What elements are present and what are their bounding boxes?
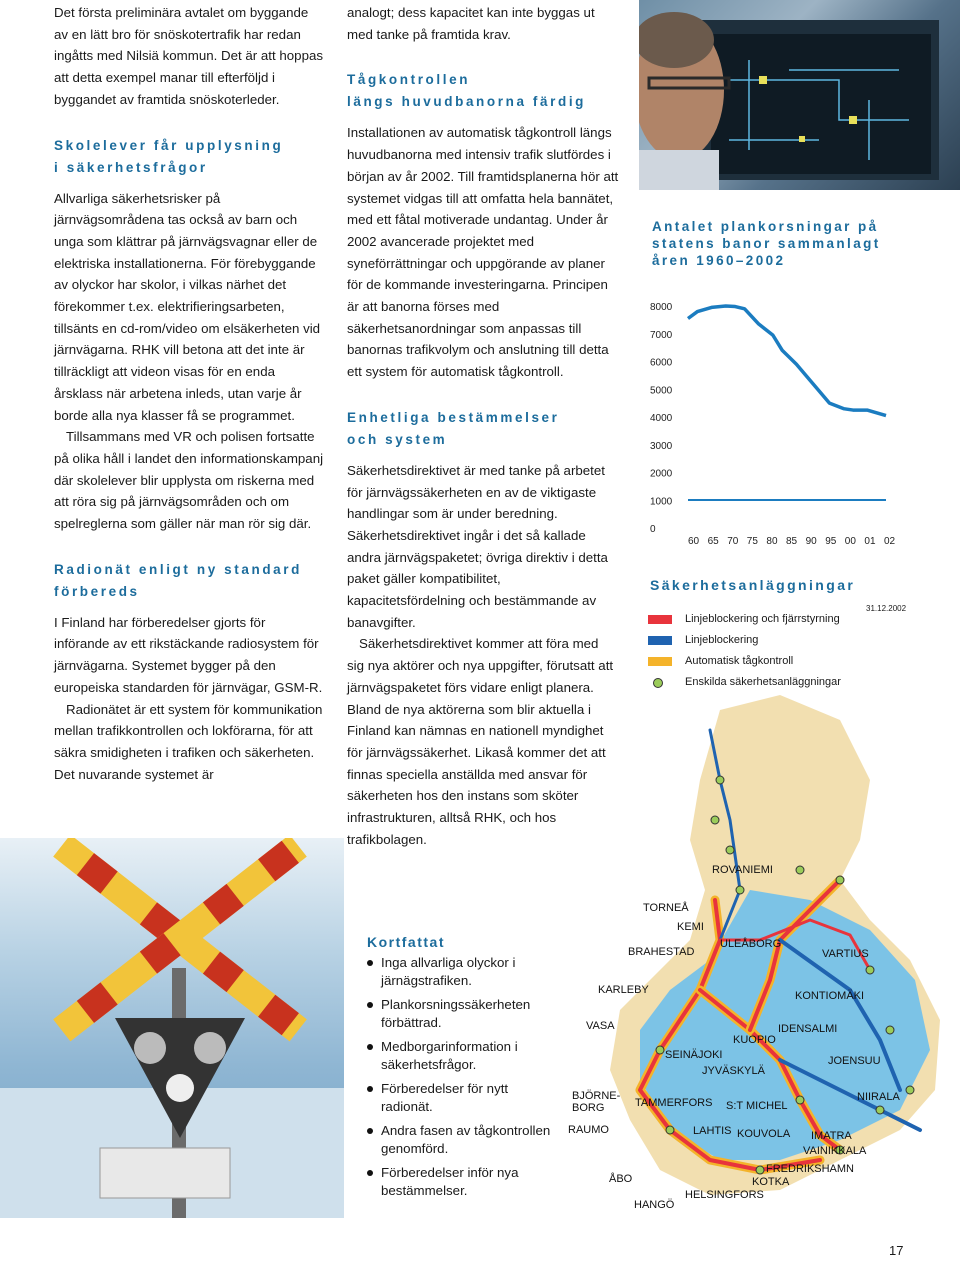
legend-swatch-blue (648, 636, 672, 645)
city-lahtis: LAHTIS (693, 1125, 732, 1137)
city-kotka: KOTKA (752, 1176, 790, 1188)
y-tick-label: 7000 (650, 329, 673, 341)
city-kuopio: KUOPIO (733, 1034, 776, 1046)
paragraph: Tillsammans med VR och polisen fortsatte på olika håll i landet den informationskampanj där skolelever blir upplysta om riskerna med att röra sig på järnvägsområden och om spelreglerna som gäller när man rör sig där. (54, 429, 324, 532)
heading-line: Enhetliga bestämmelser (347, 409, 560, 425)
level-crossings-line-chart (640, 290, 940, 560)
city-rovaniemi: ROVANIEMI (712, 864, 773, 876)
map-graphic (540, 690, 960, 1220)
x-tick-label: 95 (825, 536, 837, 547)
legend-label: Enskilda säkerhetsanläggningar (685, 676, 841, 688)
city-niirala: NIIRALA (857, 1091, 900, 1103)
section-heading-train-control (347, 69, 619, 113)
y-tick-label: 1000 (650, 496, 673, 508)
city-hango: HANGÖ (634, 1199, 675, 1211)
city-bjorneborg: BJÖRNE- (572, 1090, 621, 1102)
x-tick-label: 00 (844, 536, 856, 547)
paragraph: Allvarliga säkerhetsrisker på järnvägsområdena tas också av barn och unga som klättrar på järnvägsvagnar eller de elektriska installationerna. För förebyggande av olyckor har skolor, i vilkas närhet det förekommer t.ex. elektrifieringsarbeten, tillsänts en cd-rom/video om elsäkerheten vid järnvägarna. RHK vill betona att det inte är tillräckligt att videon visas för en enda årsklass när arbetena inleds, utan varje år borde alla nya klasser få se programmet. (54, 190, 321, 423)
x-tick-label: 75 (746, 536, 758, 547)
city-bjorneborg-line2: BORG (572, 1102, 605, 1114)
photo-illustration (0, 838, 344, 1218)
summary-box (352, 924, 562, 1224)
city-abo: ÅBO (609, 1173, 633, 1185)
city-kontiomaki: KONTIOMÄKI (795, 990, 865, 1002)
heading-line: förbereds (54, 583, 140, 599)
heading-line: Skolelever får upplysning (54, 137, 284, 153)
legend-date: 31.12.2002 (866, 604, 907, 613)
legend-swatch-dot (653, 678, 663, 688)
heading-line: i säkerhetsfrågor (54, 159, 208, 175)
summary-item: Andra fasen av tågkontrollen genomförd. (381, 1122, 562, 1158)
city-helsingfors: HELSINGFORS (685, 1189, 764, 1201)
legend-label: Automatisk tågkontroll (685, 655, 794, 667)
y-tick-label: 5000 (650, 385, 673, 397)
y-tick-label: 3000 (650, 440, 673, 452)
city-fredrikshamn: FREDRIKSHAMN (766, 1163, 855, 1175)
paragraph: Installationen av automatisk tågkontroll längs huvudbanorna med intensiv trafik slutfördes i början av år 2002. Till framtidsplanerna hör att systemet vidgas till att omfatta hela bannätet, med ett fåtal motiverade undantag. Under år 2002 avancerade projektet med syneförrättningar och uppgörande av planer för de kommande investeringarna. Principen är att banorna förses med säkerhetsanordningar som anpassas till banornas trafikvolym och anslutning till detta ett system för automatisk tågkontroll. (347, 125, 619, 380)
x-tick-label: 90 (805, 536, 817, 547)
city-raumo: RAUMO (568, 1124, 609, 1136)
photo-illustration (639, 0, 960, 190)
city-kouvola: KOUVOLA (737, 1128, 791, 1140)
section-heading-regulations (347, 407, 619, 451)
chart-title-line: statens banor sammanlagt (652, 236, 881, 251)
heading-line: längs huvudbanorna färdig (347, 94, 587, 110)
legend-swatch-yellow (648, 657, 672, 666)
city-stmichel: S:T MICHEL (726, 1100, 788, 1112)
x-tick-label: 80 (766, 536, 778, 547)
x-tick-label: 01 (864, 536, 876, 547)
y-tick-label: 2000 (650, 468, 673, 480)
x-tick-label: 70 (727, 536, 739, 547)
paragraph: Det första preliminära avtalet om byggande av en lätt bro för snöskotertrafik har redan ingåtts med Nilsiä kommun. Det är att hoppas att detta exempel manar till efterföljd i byggandet av framtida snöskoterleder. (54, 5, 324, 107)
city-seinajoki: SEINÄJOKI (665, 1049, 723, 1061)
finland-rail-safety-map (540, 690, 960, 1220)
city-vartius: VARTIUS (822, 948, 869, 960)
y-tick-label: 0 (650, 524, 656, 535)
y-tick-label: 6000 (650, 357, 673, 369)
text-column-left (54, 2, 324, 785)
paragraph: I Finland har förberedelser gjorts för införande av ett rikstäckande radiosystem för järnvägarna. Systemet bygger på den europeiska standarden för järnvägar, GSM-R. (54, 614, 323, 695)
x-tick-label: 02 (884, 536, 896, 547)
summary-item: Inga allvarliga olyckor i järnägstrafiken. (381, 954, 562, 990)
y-tick-label: 4000 (650, 413, 673, 424)
chart-title-line: åren 1960–2002 (652, 253, 786, 268)
city-uleaborg: ULEÅBORG (720, 938, 782, 950)
paragraph: Säkerhetsdirektivet kommer att föra med sig nya aktörer och nya uppgifter, förutsatt att järnvägspaketet förs vidare enligt planera. Bland de nya aktörerna som blir aktuella i Finland kan nämnas en nationell myndighet för järnvägssäkerhet. Likaså kommer det att finnas speciella anställda med ansvar för säkerheten hos den instans som sköter infrastrukturen, alltså RHK, och hos trafikbolagen. (347, 636, 614, 847)
heading-line: och system (347, 431, 448, 447)
city-brahestad: BRAHESTAD (628, 946, 695, 958)
summary-item: Medborgarinformation i säkerhetsfrågor. (381, 1038, 562, 1074)
photo-train-control-operator (639, 0, 960, 190)
city-imatra: IMATRA (811, 1130, 852, 1142)
city-kemi: KEMI (677, 921, 704, 933)
paragraph: Radionätet är ett system för kommunikation mellan trafikkontrollen och lokförarna, för att säkra smidigheten i trafiken och säkerheten. Det nuvarande systemet är (54, 701, 323, 782)
photo-level-crossing-sign (0, 838, 344, 1218)
section-heading-radio (54, 559, 324, 603)
summary-item: Plankorsningssäkerheten förbättrad. (381, 996, 562, 1032)
paragraph: Säkerhetsdirektivet är med tanke på arbetet för järnvägssäkerheten en av de viktigaste handlingar som är under beredning. Säkerhetsdirektivet ingår i det så kallade andra järnvägspaketet; övriga direktiv i detta paket gäller kompatibilitet, kapacitetsfördelning och bestämmande av banavgifter. (347, 462, 608, 630)
x-tick-label: 60 (688, 536, 700, 547)
legend-label: Linjeblockering och fjärrstyrning (685, 613, 840, 625)
city-vasa: VASA (586, 1020, 615, 1032)
paragraph: analogt; dess kapacitet kan inte byggas ut med tanke på framtida krav. (347, 5, 595, 42)
legend-swatch-red (648, 615, 672, 624)
x-tick-label: 85 (786, 536, 798, 547)
city-vainikkala: VAINIKKALA (803, 1145, 867, 1157)
page-number: 17 (889, 1243, 904, 1258)
chart-title (652, 218, 912, 269)
city-jyvaskyla: JYVÄSKYLÄ (702, 1065, 765, 1077)
heading-line: Radionät enligt ny standard (54, 561, 302, 577)
x-tick-label: 65 (707, 536, 719, 547)
chart-title-line: Antalet plankorsningar på (652, 219, 879, 234)
heading-line: Tågkontrollen (347, 72, 471, 88)
city-joensuu: JOENSUU (828, 1055, 881, 1067)
summary-list (352, 954, 562, 1200)
city-karleby: KARLEBY (598, 984, 649, 996)
summary-title: Kortfattat (367, 934, 445, 950)
summary-item: Förberedelser inför nya bestämmelser. (381, 1164, 562, 1200)
section-heading-schools (54, 135, 324, 179)
city-tammerfors: TAMMERFORS (635, 1097, 713, 1109)
series-line (688, 306, 886, 416)
y-tick-label: 8000 (650, 302, 673, 313)
city-idensalmi: IDENSALMI (778, 1023, 838, 1035)
legend-title: Säkerhetsanläggningar (650, 577, 856, 593)
summary-item: Förberedelser för nytt radionät. (381, 1080, 562, 1116)
city-tornea: TORNEÅ (643, 902, 689, 914)
legend-label: Linjeblockering (685, 634, 759, 646)
